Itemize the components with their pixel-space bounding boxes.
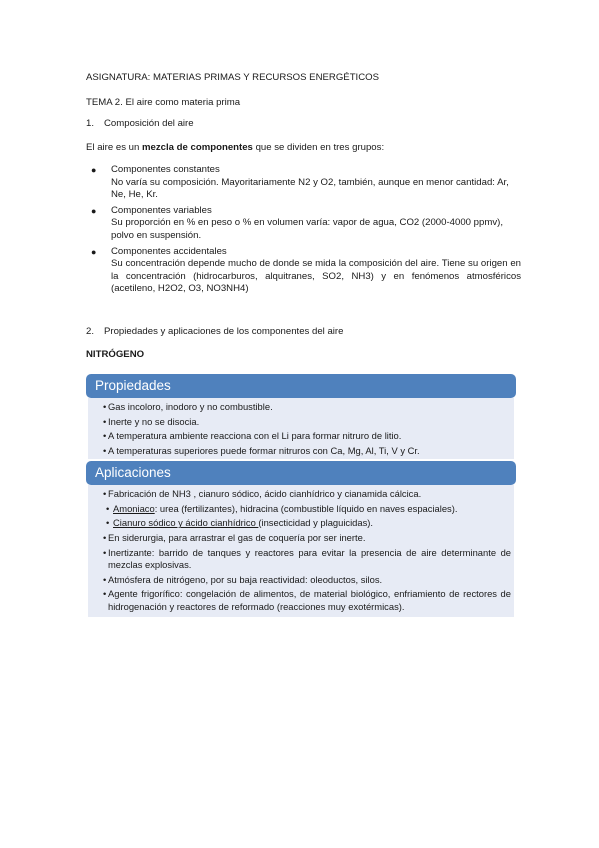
- properties-list: [103, 401, 511, 460]
- section-2-number: 2.: [86, 326, 95, 337]
- list-item: [103, 430, 511, 442]
- application-underlined: Amoniaco: [113, 502, 155, 514]
- bullet-icon: •: [103, 488, 107, 499]
- property-text: A temperatura ambiente reacciona con el Li para formar nitruro de litio.: [108, 430, 402, 442]
- list-item: [103, 547, 511, 571]
- list-item: [103, 401, 511, 413]
- list-item: [103, 416, 511, 428]
- bullet-icon: •: [103, 430, 107, 442]
- bullet-icon: •: [103, 415, 107, 427]
- nitrogen-heading: NITRÓGENO: [86, 349, 145, 360]
- application-text: Fabricación de NH3 , cianuro sódico, ácido cianhídrico y cianamida cálcica.: [108, 488, 422, 499]
- group-text: No varía su composición. Mayoritariamente N2 y O2, también, aunque en menor cantidad: Ar, Ne, He, Kr.: [111, 176, 509, 201]
- bullet-icon: ●: [91, 165, 97, 175]
- bullet-icon: •: [103, 401, 107, 412]
- application-text: : urea (fertilizantes), hidracina (combustible líquido en naves espaciales).: [154, 502, 458, 514]
- group-text: Su proporción en % en peso o % en volumen varía: vapor de agua, CO2 (2000-4000 ppmv), polvo en suspensión.: [111, 217, 503, 241]
- list-item: [103, 503, 511, 515]
- group-title: Componentes accidentales: [111, 245, 227, 257]
- bullet-icon: •: [103, 573, 107, 585]
- intro-bold: mezcla de componentes: [142, 142, 253, 153]
- bullet-icon: •: [103, 588, 107, 600]
- list-item: [103, 574, 511, 586]
- application-text: Agente frigorífico: congelación de alimentos, de material biológico, enfriamiento de rectores de hidrogenación y reactores de reformado (reacciones muy exotérmicas).: [108, 588, 511, 612]
- bullet-icon: •: [103, 546, 107, 558]
- section-1-number: 1.: [86, 118, 95, 129]
- bullet-icon: •: [103, 445, 107, 457]
- list-item: [103, 532, 511, 544]
- list-item: [91, 246, 521, 296]
- list-item: [103, 445, 511, 457]
- topic-title: TEMA 2. El aire como materia prima: [86, 97, 241, 108]
- list-item: [91, 164, 521, 202]
- intro-suffix: que se dividen en tres grupos:: [252, 142, 385, 153]
- application-text: Inertizante: barrido de tanques y reactores para evitar la presencia de aire determinante de mezclas explosivas.: [108, 546, 511, 571]
- application-text: Atmósfera de nitrógeno, por su baja reactividad: oleoductos, silos.: [108, 573, 383, 585]
- property-text: Inerte y no se disocia.: [108, 415, 200, 427]
- section-1-heading: [86, 118, 194, 130]
- application-text: (insecticidad y plaguicidas).: [258, 517, 374, 529]
- applications-header-bar: Aplicaciones: [86, 461, 516, 485]
- applications-list: [103, 488, 511, 615]
- application-text: En siderurgia, para arrastrar el gas de coquería por ser inerte.: [108, 532, 366, 544]
- bullet-icon: ●: [91, 246, 97, 257]
- section-2-heading: [86, 326, 343, 338]
- application-underlined: Cianuro sódico y ácido cianhídrico: [113, 517, 259, 529]
- properties-header-bar: Propiedades: [86, 374, 516, 398]
- bullet-icon: •: [106, 517, 110, 529]
- list-item: [103, 588, 511, 612]
- section-2-title: Propiedades y aplicaciones de los componentes del aire: [104, 326, 344, 337]
- group-text: Su concentración depende mucho de donde se mida la composición del aire. Tiene su origen en la concentración (hidrocarburos, alquitranes, SO2, NH3) y en fenómenos atmosféricos (acetileno, H2O2, O3, NO3NH4): [111, 258, 521, 295]
- intro-prefix: El aire es un: [86, 142, 142, 153]
- group-title: Componentes variables: [111, 204, 212, 216]
- component-groups-list: [91, 164, 521, 296]
- list-item: [103, 517, 511, 529]
- list-item: [103, 488, 511, 500]
- property-text: Gas incoloro, inodoro y no combustible.: [108, 401, 273, 412]
- section-1-intro: [86, 142, 384, 154]
- bullet-icon: •: [106, 502, 110, 514]
- list-item: [91, 205, 521, 243]
- bullet-icon: •: [103, 532, 107, 544]
- bullet-icon: ●: [91, 205, 97, 216]
- subject-title: ASIGNATURA: MATERIAS PRIMAS Y RECURSOS ENERGÉTICOS: [86, 72, 380, 83]
- section-1-title: Composición del aire: [104, 118, 194, 129]
- property-text: A temperaturas superiores puede formar nitruros con Ca, Mg, Al, Ti, V y Cr.: [108, 445, 420, 457]
- group-title: Componentes constantes: [111, 164, 220, 175]
